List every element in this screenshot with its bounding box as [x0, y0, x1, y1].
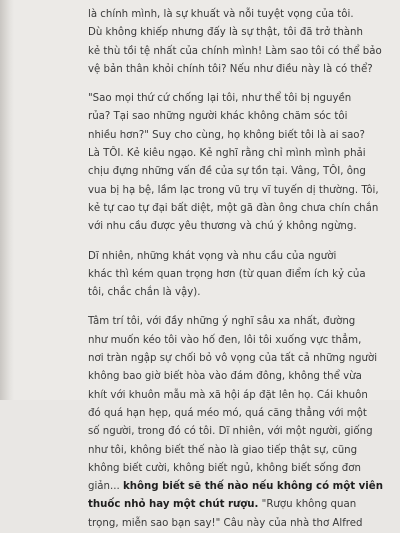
text-segment: khít với khuôn mẫu mà xã hội áp đặt lên họ. Cái khuôn [88, 389, 368, 401]
paragraph-gap [88, 302, 388, 313]
paragraph [88, 6, 388, 79]
text-line [88, 478, 388, 496]
text-segment: không bao giờ biết hòa vào đám đông, không thể vừa [88, 371, 362, 383]
text-segment: vua bị hạ bệ, lầm lạc trong vũ trụ vĩ tuyến dị thường. Tôi, [88, 184, 379, 196]
text-segment: với nhu cầu được yêu thương và chú ý không ngừng. [88, 221, 357, 233]
text-line [88, 332, 388, 350]
text-segment: chịu đựng những vấn đề của sự tồn tại. Vâng, TÔI, ông [88, 166, 366, 178]
text-line [88, 442, 388, 460]
text-segment: kẻ tự cao tự đại bất diệt, một gã đàn ông chưa chín chắn [88, 202, 379, 214]
text-line [88, 90, 388, 108]
page-binding-shadow [0, 0, 14, 400]
text-line [88, 24, 388, 42]
text-segment: như tôi, không biết thế nào là giao tiếp thật sự, cũng [88, 444, 358, 456]
text-segment: rủa? Tại sao những người khác không chăm sóc tôi [88, 111, 348, 123]
text-segment: là chính mình, là sự khuất và nỗi tuyệt vọng của tôi. [88, 9, 354, 20]
text-line [88, 368, 388, 386]
text-line [88, 163, 388, 181]
text-line [88, 127, 388, 145]
text-segment: "Sao mọi thứ cứ chống lại tôi, như thể tôi bị nguyền [88, 93, 352, 105]
text-segment: đó quá hạn hẹp, quá méo mó, quá căng thẳng với một [88, 407, 367, 419]
text-segment: giản... [88, 481, 123, 493]
text-segment: khác thì kém quan trọng hơn (từ quan điểm ích kỷ của [88, 268, 366, 280]
text-segment: trọng, miễn sao bạn say!" Câu này của nhà thơ Alfred [88, 517, 363, 529]
text-segment: Dĩ nhiên, những khát vọng và nhu cầu của người [88, 250, 337, 262]
paragraph [88, 313, 388, 533]
text-line [88, 460, 388, 478]
bold-text-segment: không biết sẽ thế nào nếu không có một viên [122, 481, 383, 493]
bold-text-segment: thuốc nhỏ hay một chút rượu. [88, 499, 259, 511]
paragraph-gap [88, 79, 388, 90]
text-line [88, 284, 388, 302]
page-body-text [88, 6, 388, 533]
text-line [88, 218, 388, 236]
text-line [88, 496, 388, 514]
text-segment: Là TÔI. Kẻ kiêu ngạo. Kẻ nghĩ rằng chỉ mình mình phải [88, 148, 366, 160]
text-segment: vệ bản thân khỏi chính tôi? Nếu như điều này là có thể? [88, 63, 373, 75]
text-segment: kẻ thù tồi tệ nhất của chính mình! Làm sao tôi có thể bảo [88, 45, 382, 57]
text-line [88, 145, 388, 163]
text-segment: nhiều hơn?" Suy cho cùng, họ không biết tôi là ai sao? [88, 129, 365, 141]
text-line [88, 248, 388, 266]
text-line [88, 266, 388, 284]
text-segment: không biết cười, không biết ngủ, không biết sống đơn [88, 462, 361, 474]
text-line [88, 387, 388, 405]
text-segment: Dù không khiếp nhưng đấy là sự thật, tôi đã trở thành [88, 27, 363, 39]
text-line [88, 108, 388, 126]
text-line [88, 61, 388, 79]
text-segment: Tâm trí tôi, với đầy những ý nghĩ sâu xa nhất, đường [88, 316, 356, 328]
paragraph [88, 248, 388, 303]
paragraph-gap [88, 237, 388, 248]
text-line [88, 313, 388, 331]
text-line [88, 6, 388, 24]
text-segment: "Rượu không quan [258, 499, 357, 511]
text-segment: tôi, chắc chắn là vậy). [88, 287, 201, 299]
text-line [88, 405, 388, 423]
text-segment: nơi tràn ngập sự chối bỏ vô vọng của tất cả những người [88, 353, 378, 365]
text-line [88, 200, 388, 218]
text-line [88, 515, 388, 533]
text-segment: số người, trong đó có tôi. Dĩ nhiên, với một người, giống [88, 426, 373, 438]
text-line [88, 350, 388, 368]
paragraph [88, 90, 388, 236]
text-line [88, 43, 388, 61]
text-line [88, 182, 388, 200]
text-segment: như muốn kéo tôi vào hố đen, lôi tôi xuống vực thẳm, [88, 334, 362, 346]
text-line [88, 423, 388, 441]
